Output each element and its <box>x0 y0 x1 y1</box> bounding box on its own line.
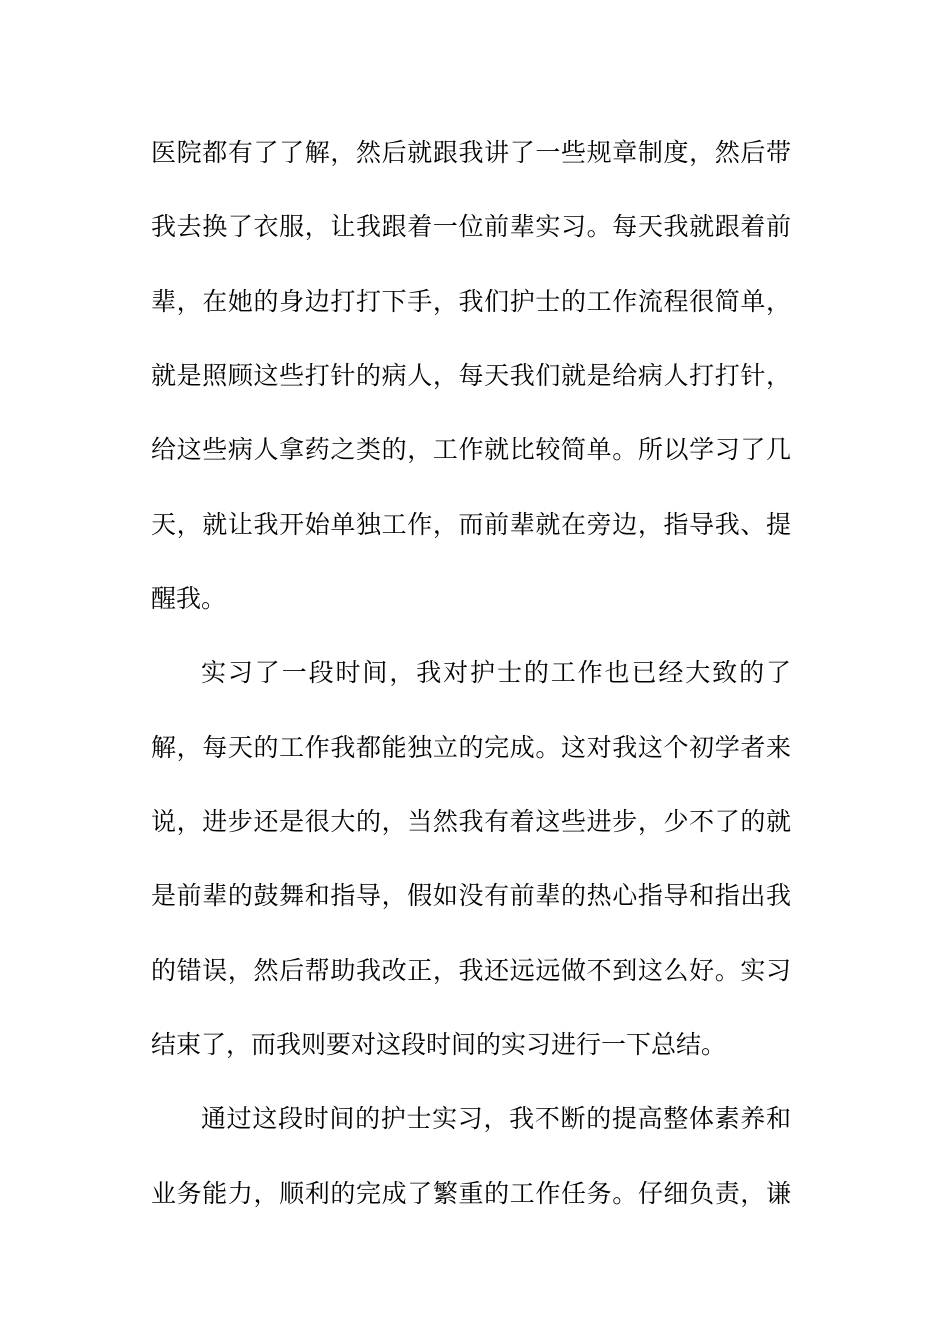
text-line: 医院都有了了解，然后就跟我讲了一些规章制度，然后带 <box>151 138 791 167</box>
text-line: 是前辈的鼓舞和指导，假如没有前辈的热心指导和指出我 <box>151 881 791 910</box>
paragraph-first-line: 通过这段时间的护士实习，我不断的提高整体素养和 <box>201 1104 791 1133</box>
paragraph-first-line: 实习了一段时间，我对护士的工作也已经大致的了 <box>201 658 791 687</box>
text-line: 天，就让我开始单独工作，而前辈就在旁边，指导我、提 <box>151 510 791 539</box>
text-line: 给这些病人拿药之类的，工作就比较简单。所以学习了几 <box>151 435 791 464</box>
text-line: 的错误，然后帮助我改正，我还远远做不到这么好。实习 <box>151 956 791 985</box>
text-line: 就是照顾这些打针的病人，每天我们就是给病人打打针， <box>151 361 791 390</box>
text-line: 我去换了衣服，让我跟着一位前辈实习。每天我就跟着前 <box>151 212 791 241</box>
text-line: 辈，在她的身边打打下手，我们护士的工作流程很简单， <box>151 287 791 316</box>
text-line: 业务能力，顺利的完成了繁重的工作任务。仔细负责，谦 <box>151 1179 791 1208</box>
text-line: 说，进步还是很大的，当然我有着这些进步，少不了的就 <box>151 807 791 836</box>
text-line: 解，每天的工作我都能独立的完成。这对我这个初学者来 <box>151 733 791 762</box>
text-line: 醒我。 <box>151 584 227 613</box>
text-line: 结束了，而我则要对这段时间的实习进行一下总结。 <box>151 1030 727 1059</box>
